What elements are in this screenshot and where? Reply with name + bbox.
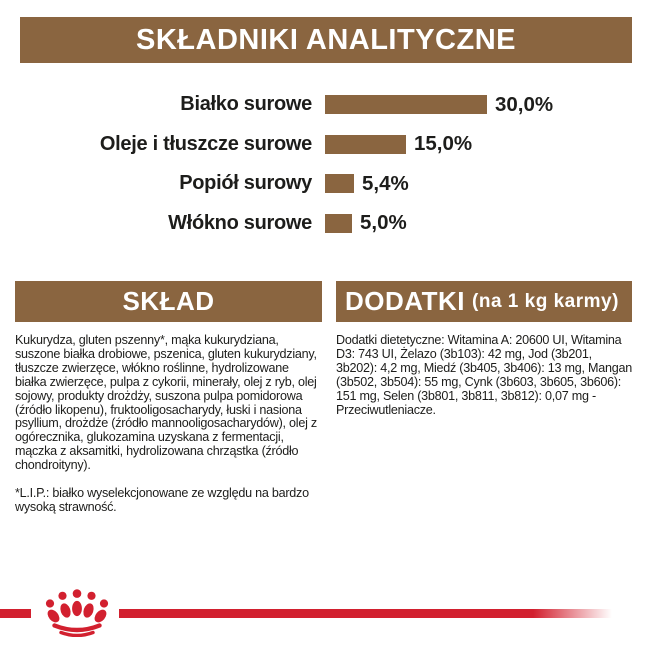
chart-row-label: Oleje i tłuszcze surowe (99, 132, 312, 155)
chart-row-value: 15,0% (414, 132, 473, 156)
chart-row-value: 30,0% (495, 92, 554, 116)
chart-row-label: Białko surowe (180, 93, 312, 116)
composition-lip-footnote: *L.I.P.: białko wyselekcjonowane ze względu na bardzo wysoką strawność. (15, 486, 309, 514)
additives-title: DODATKI (345, 286, 466, 316)
crown-paw-pads (45, 601, 109, 625)
chart-bar (325, 135, 406, 154)
composition-title: SKŁAD (122, 286, 215, 316)
additives-text: Dodatki dietetyczne: Witamina A: 20600 UI, Witamina D3: 743 UI, Żelazo (3b103): 42 mg, Jod (3b201, 3b202): 4,2 mg, Miedź (3b405, 3b406): 13 mg, Mangan (3b502, 3b504): 55 mg, Cynk (3b603, 3b605, 3b606): 151 mg, Selen (3b801, 3b811, 3b812): 0,07 mg - Przeciwutleniacze. (336, 333, 632, 417)
chart-bar (325, 174, 354, 193)
chart-row-label: Popiół surowy (179, 172, 312, 195)
composition-section (15, 281, 322, 529)
chart-row-fibre (7, 204, 643, 244)
footer-rule-right (119, 609, 612, 618)
additives-section (336, 281, 632, 431)
crown-base-arcs (55, 626, 100, 636)
chart-bar (325, 95, 487, 114)
composition-ingredients-text: Kukurydza, gluten pszenny*, mąka kukurydziana, suszone białka drobiowe, pszenica, gluten kukurydziany, tłuszcze zwierzęce, włókno roślinne, hydrolizowane białka zwierzęce, pulpa z cykorii, minerały, olej z ryb, olej sojowy, produkty drożdży, suszona pulpa pomidorowa (źródło likopenu), fruktooligosacharydy, łuski i nasiona psyllium, drożdże (źródło mannooligosacharydów), olej z ogórecznika, glukozamina uzyskana z fermentacji, mączka z aksamitki, hydrolizowana chrząstka (źródło chondroityny). (15, 333, 317, 473)
chart-row-protein (7, 85, 643, 125)
composition-body (15, 334, 322, 515)
chart-row-ash (7, 164, 643, 204)
analytical-constituents-title: SKŁADNIKI ANALITYCZNE (136, 23, 516, 56)
footer-rule-left (0, 609, 31, 618)
analytical-constituents-header (20, 17, 632, 63)
analytical-constituents-chart (7, 85, 643, 243)
additives-title-suffix: (na 1 kg karmy) (472, 290, 619, 312)
additives-header (336, 281, 632, 322)
additives-body (336, 334, 632, 417)
chart-row-label: Włókno surowe (168, 211, 312, 234)
chart-row-fat (7, 125, 643, 165)
composition-header (15, 281, 322, 322)
chart-row-value: 5,0% (360, 211, 407, 235)
royal-canin-crown-logo (41, 589, 115, 637)
chart-bar (325, 214, 352, 233)
chart-row-value: 5,4% (362, 171, 409, 195)
